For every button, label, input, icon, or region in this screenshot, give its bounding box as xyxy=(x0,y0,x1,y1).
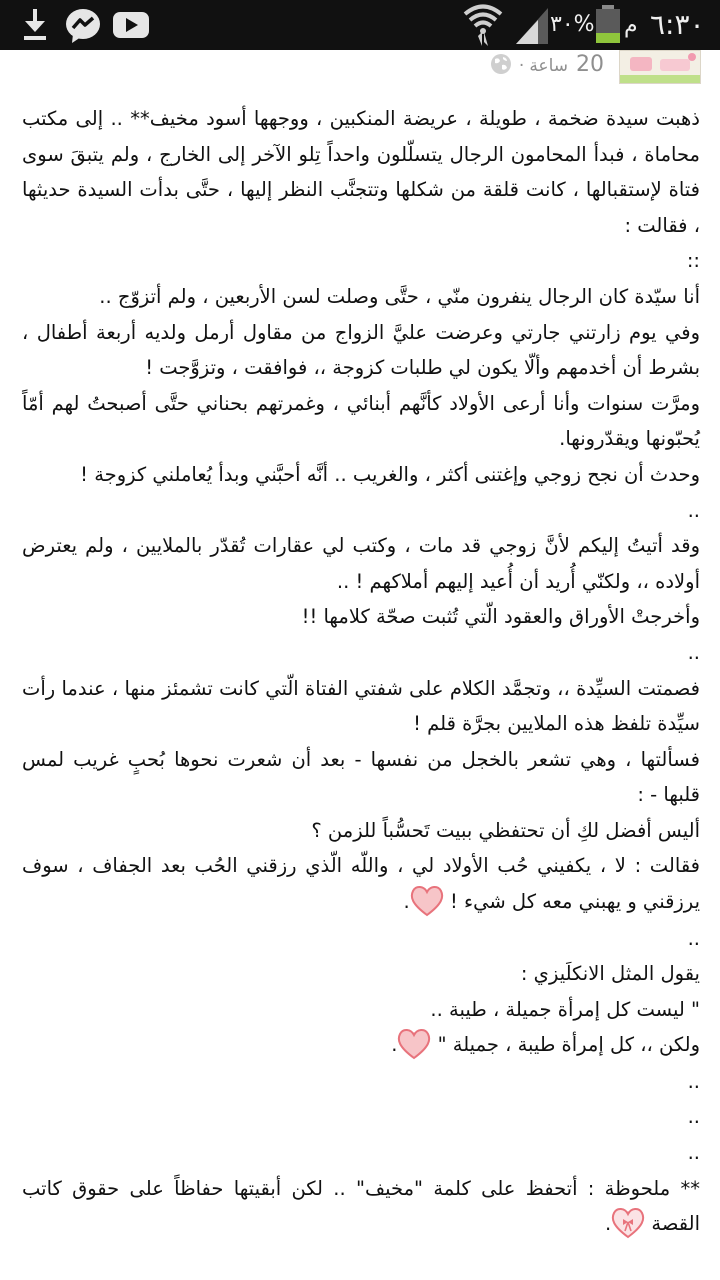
timestamp-separator: · xyxy=(518,56,525,76)
story-line: ومرَّت سنوات وأنا أرعى الأولاد كأنَّهم أبنائي ، وغمرتهم بحناني حتَّى أصبحتُ لهم أمّاً يُحبّونها ويقدّرونها. xyxy=(22,391,700,451)
story-line: وفي يوم زارتني جارتي وعرضت عليَّ الزواج من مقاول أرمل ولديه أربعة أطفال ، بشرط أن أخدمهم وألّا يكون لي طلبات كزوجة ،، فوافقت ، وتزوَّجت ! xyxy=(22,320,700,380)
story-line-with-emoji xyxy=(22,1171,700,1243)
story-line: وأخرجتْ الأوراق والعقود الّتي تُثبت صحّة كلامها !! xyxy=(301,605,700,629)
download-icon[interactable] xyxy=(20,0,50,50)
story-line: .. xyxy=(687,1141,700,1165)
wifi-icon xyxy=(463,0,503,50)
battery-icon xyxy=(593,0,623,50)
battery-percent: ٣٠% xyxy=(550,12,595,37)
period: . xyxy=(605,1212,612,1236)
clock: ٦:٣٠ xyxy=(650,8,705,41)
story-line-with-emoji xyxy=(22,1027,700,1064)
post-header xyxy=(0,50,720,96)
thumbnail-image xyxy=(620,51,701,84)
story-line: وحدث أن نجح زوجي وإغتنى أكثر ، والغريب .. أنَّه أحبَّني وبدأ يُعاملني كزوجة ! xyxy=(80,462,700,486)
story-line: يقول المثل الانكلَيزي : xyxy=(520,962,700,986)
story-line: وقد أتيتُ إليكم لأنَّ زوجي قد مات ، وكتب لي عقارات تُقدّر بالملايين ، ولم يعترض أولاده ،، ولكنّي أُريد أن أُعيد إليهم أملاكهم ! .. xyxy=(22,534,700,593)
status-bar xyxy=(0,0,720,50)
heart-icon xyxy=(397,1028,431,1060)
timestamp-unit: ساعة xyxy=(529,56,568,76)
story-line: .. xyxy=(687,1105,700,1129)
story-line: .. xyxy=(687,1069,700,1093)
story-line: فسألتها ، وهي تشعر بالخجل من نفسها - بعد أن شعرت نحوها بُحبٍ غريب لمس قلبها - : xyxy=(22,747,700,807)
story-line: أنا سيّدة كان الرجال ينفرون منّي ، حتَّى وصلت لسن الأربعين ، ولم أتزوّج .. xyxy=(99,284,700,308)
youtube-icon[interactable] xyxy=(111,0,151,50)
period: . xyxy=(403,890,410,914)
story-line: ذهبت سيدة ضخمة ، طويلة ، عريضة المنكبين ، ووجهها أسود مخيف** .. إلى مكتب محاماة ، فبدأ المحامون الرجال يتسلّلون واحداً تِلو الآخر إلى الخارج ، ولم يتبقَ سوى فتاة لإستقبالها ، كانت قلقة من شكلها وتتجنَّب النظر إليها ، حتَّى بدأت السيدة حديثها ، فقالت : xyxy=(22,107,700,237)
story-line: .. xyxy=(687,926,700,950)
signal-icon xyxy=(514,0,550,50)
heart-bow-icon xyxy=(611,1207,645,1239)
am-pm-indicator: م xyxy=(624,13,638,38)
story-line: فصمتت السيِّدة ،، وتجمَّد الكلام على شفتي الفتاة الّتي كانت تشمئز منها ، عندما رأت سيِّدة تلفظ هذه الملايين بجرَّة قلم ! xyxy=(22,676,700,736)
timestamp-value: 20 xyxy=(576,52,604,77)
post-body xyxy=(22,101,700,1243)
story-line-with-emoji xyxy=(22,848,700,920)
story-line-text: ** ملحوظة : أتحفظ على كلمة "مخيف" .. لكن أبقيتها حفاظاً على حقوق كاتب القصة xyxy=(22,1176,700,1236)
story-line: :: xyxy=(686,249,700,273)
messenger-icon[interactable] xyxy=(64,0,102,50)
globe-icon[interactable] xyxy=(490,53,512,75)
period: . xyxy=(391,1033,398,1057)
story-line-text: ولكن ،، كل إمرأة طيبة ، جميلة " xyxy=(437,1033,700,1057)
story-line: .. xyxy=(687,640,700,664)
story-line-text: فقالت : لا ، يكفيني حُب الأولاد لي ، واللّه الّذي رزقني الحُب بعد الجفاف ، سوف يرزقني و يهبني معه كل شيء ! xyxy=(22,854,700,914)
post-timestamp[interactable] xyxy=(519,52,604,78)
story-line: أليس أفضل لكِ أن تحتفظي ببيت تَحسُّباً للزمن ؟ xyxy=(311,818,700,842)
profile-thumbnail[interactable] xyxy=(619,50,701,84)
heart-icon xyxy=(410,885,444,917)
story-line: " ليست كل إمرأة جميلة ، طيبة .. xyxy=(430,997,700,1021)
story-line: .. xyxy=(687,498,700,522)
